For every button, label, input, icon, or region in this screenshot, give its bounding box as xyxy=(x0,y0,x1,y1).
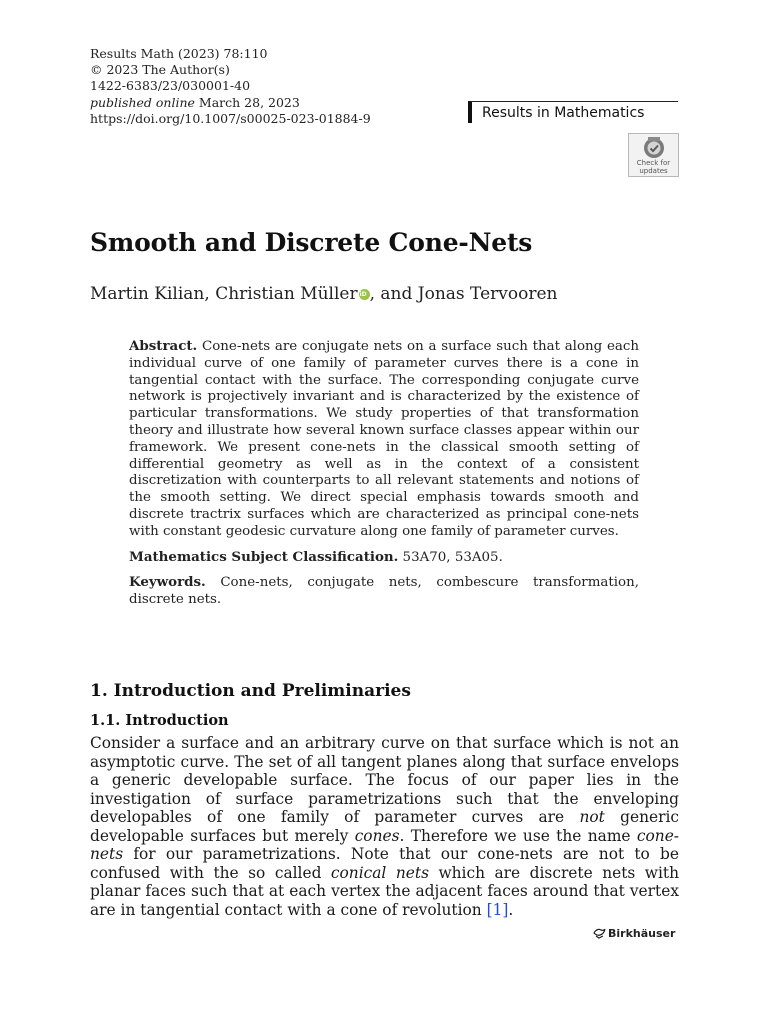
section-heading: 1. Introduction and Preliminaries xyxy=(90,681,411,701)
author-list xyxy=(90,284,557,304)
abstract-block xyxy=(129,338,639,617)
journal-volume: Results Math (2023) 78:110 xyxy=(90,46,268,61)
orcid-icon[interactable] xyxy=(359,289,370,300)
check-updates-text xyxy=(629,160,678,175)
citation-link[interactable]: [1] xyxy=(486,900,509,919)
msc-label: Mathematics Subject Classification. xyxy=(129,548,399,565)
keywords-text: Cone-nets, conjugate nets, combescure transformation, discrete nets. xyxy=(129,575,639,608)
keywords-line xyxy=(129,574,639,609)
issn: 1422-6383/23/030001-40 xyxy=(90,78,251,94)
keywords-label: Keywords. xyxy=(129,574,206,591)
check-updates-line2: updates xyxy=(639,166,668,175)
birkhauser-icon xyxy=(593,927,606,939)
body-text-d: for our parametrizations. Note that our cone-nets are not to be confused with the so called xyxy=(90,845,679,882)
paper-title: Smooth and Discrete Cone-Nets xyxy=(90,228,533,257)
publication-metadata xyxy=(90,46,371,127)
copyright-notice: © 2023 The Author(s) xyxy=(90,62,230,78)
publisher-logo xyxy=(593,927,675,940)
published-date: March 28, 2023 xyxy=(198,94,300,110)
authors-part1: Martin Kilian, Christian Müller xyxy=(90,284,358,304)
body-emphasis-not: not xyxy=(579,808,605,826)
msc-line xyxy=(129,549,639,567)
publisher-name: Birkhäuser xyxy=(608,927,676,940)
body-text-c: . Therefore we use the name xyxy=(399,826,637,845)
check-for-updates-badge[interactable] xyxy=(628,133,679,177)
doi-link[interactable]: https://doi.org/10.1007/s00025-023-01884-9 xyxy=(90,110,371,126)
msc-codes: 53A70, 53A05. xyxy=(398,549,503,565)
body-text-b: generic developable surfaces but merely xyxy=(90,808,679,845)
authors-part2: , and Jonas Tervooren xyxy=(369,284,558,304)
check-updates-icon xyxy=(641,137,667,159)
body-text-f: . xyxy=(508,900,514,919)
publication-date-line xyxy=(90,95,371,111)
body-emphasis-cone-nets: cone-nets xyxy=(90,826,679,863)
body-text-e: which are discrete nets with planar faces such that at each vertex the adjacent faces around that vertex are in tangential contact with a cone of revolution xyxy=(90,863,679,919)
check-updates-line1: Check for xyxy=(636,159,671,167)
journal-name-badge: Results in Mathematics xyxy=(468,101,678,123)
body-paragraph xyxy=(90,734,679,919)
abstract-text: Cone-nets are conjugate nets on a surface such that along each individual curve of one family of parameter curves there is a cone in tangential contact with the surface. The corresponding conjugate curve network is projectively invariant and is characterized by the existence of particular transformations. We study properties of that transformation theory and illustrate how several known surface classes appear within our framework. We present cone-nets in the classical smooth setting of differential geometry as well as in the context of a consistent discretization with counterparts to all relevant statements and notions of the smooth setting. We direct special emphasis towards smooth and discrete tractrix surfaces which are characterized as principal cone-nets with constant geodesic curvature along one family of parameter curves. xyxy=(129,339,639,539)
body-emphasis-cones: cones xyxy=(354,826,400,845)
abstract-paragraph xyxy=(129,338,639,541)
abstract-label: Abstract. xyxy=(129,338,198,354)
body-emphasis-conical-nets: conical nets xyxy=(330,863,429,882)
body-text-a: Consider a surface and an arbitrary curve on that surface which is not an asymptotic curve. The set of all tangent planes along that surface envelops a generic developable surface. The focus of our paper lies in the investigation of surface parametrizations such that the enveloping developables of one family of parameter curves are xyxy=(90,734,679,826)
published-label: published online xyxy=(90,94,195,110)
subsection-heading: 1.1. Introduction xyxy=(90,712,229,729)
